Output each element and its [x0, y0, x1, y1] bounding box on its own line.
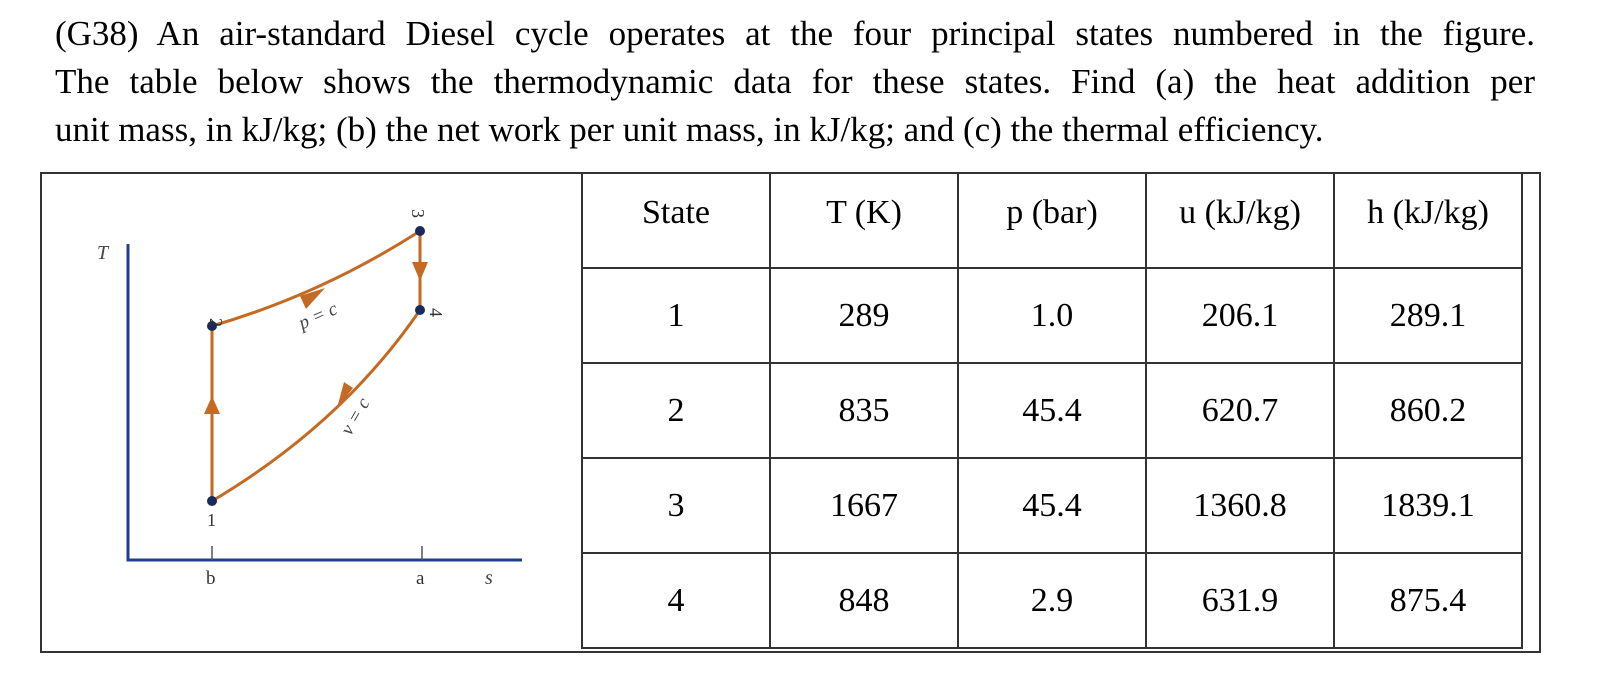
state-point-1 [207, 496, 217, 506]
table-row [582, 553, 1522, 648]
cell-enthalpy: 860.2 [1334, 363, 1522, 458]
cell-temperature: 1667 [770, 458, 958, 553]
cell-internal-energy: 631.9 [1146, 553, 1334, 648]
ts-diagram [42, 174, 581, 652]
figure-table-frame [40, 172, 1541, 653]
tick-label-a: a [416, 568, 425, 589]
cell-internal-energy: 206.1 [1146, 268, 1334, 363]
ts-diagram-cell [42, 174, 581, 651]
cell-state: 2 [582, 363, 770, 458]
table-row [582, 458, 1522, 553]
state-label-2: 2 [206, 318, 226, 327]
state-point-3 [415, 226, 425, 236]
problem-statement [55, 10, 1535, 154]
y-axis [128, 244, 522, 560]
header-internal-energy: u (kJ/kg) [1146, 173, 1334, 268]
tick-label-b: b [206, 568, 216, 589]
cell-temperature: 289 [770, 268, 958, 363]
x-axis-label: s [485, 567, 493, 589]
state-label-3: 3 [408, 209, 428, 218]
cell-temperature: 835 [770, 363, 958, 458]
cell-internal-energy: 1360.8 [1146, 458, 1334, 553]
cell-state: 1 [582, 268, 770, 363]
header-pressure: p (bar) [958, 173, 1146, 268]
table-row [582, 363, 1522, 458]
state-data-table [581, 172, 1523, 649]
cell-enthalpy: 289.1 [1334, 268, 1522, 363]
problem-line-3: unit mass, in kJ/kg; (b) the net work per unit mass, in kJ/kg; and (c) the thermal efficiency. [55, 110, 1324, 149]
cell-pressure: 2.9 [958, 553, 1146, 648]
cell-pressure: 45.4 [958, 363, 1146, 458]
process-4-1 [212, 310, 420, 501]
arrow-1-2 [204, 396, 220, 414]
cell-enthalpy: 875.4 [1334, 553, 1522, 648]
y-axis-label: T [97, 242, 109, 264]
header-temperature: T (K) [770, 173, 958, 268]
cell-temperature: 848 [770, 553, 958, 648]
cell-state: 3 [582, 458, 770, 553]
table-row [582, 268, 1522, 363]
state-label-4: 4 [426, 308, 446, 317]
cell-pressure: 45.4 [958, 458, 1146, 553]
problem-line-2: The table below shows the thermodynamic data for these states. Find (a) the heat addition per [55, 62, 1535, 101]
state-label-1: 1 [207, 510, 216, 530]
pressure-constant-label: p = c [295, 298, 341, 335]
cell-state: 4 [582, 553, 770, 648]
cell-pressure: 1.0 [958, 268, 1146, 363]
arrow-3-4 [412, 262, 428, 281]
state-point-4 [415, 305, 425, 315]
volume-constant-label: v = c [336, 394, 375, 439]
table-header-row [582, 173, 1522, 268]
cell-enthalpy: 1839.1 [1334, 458, 1522, 553]
problem-line-1: (G38) An air-standard Diesel cycle operates at the four principal states numbered in the figure. [55, 14, 1535, 53]
header-state: State [582, 173, 770, 268]
cell-internal-energy: 620.7 [1146, 363, 1334, 458]
header-enthalpy: h (kJ/kg) [1334, 173, 1522, 268]
